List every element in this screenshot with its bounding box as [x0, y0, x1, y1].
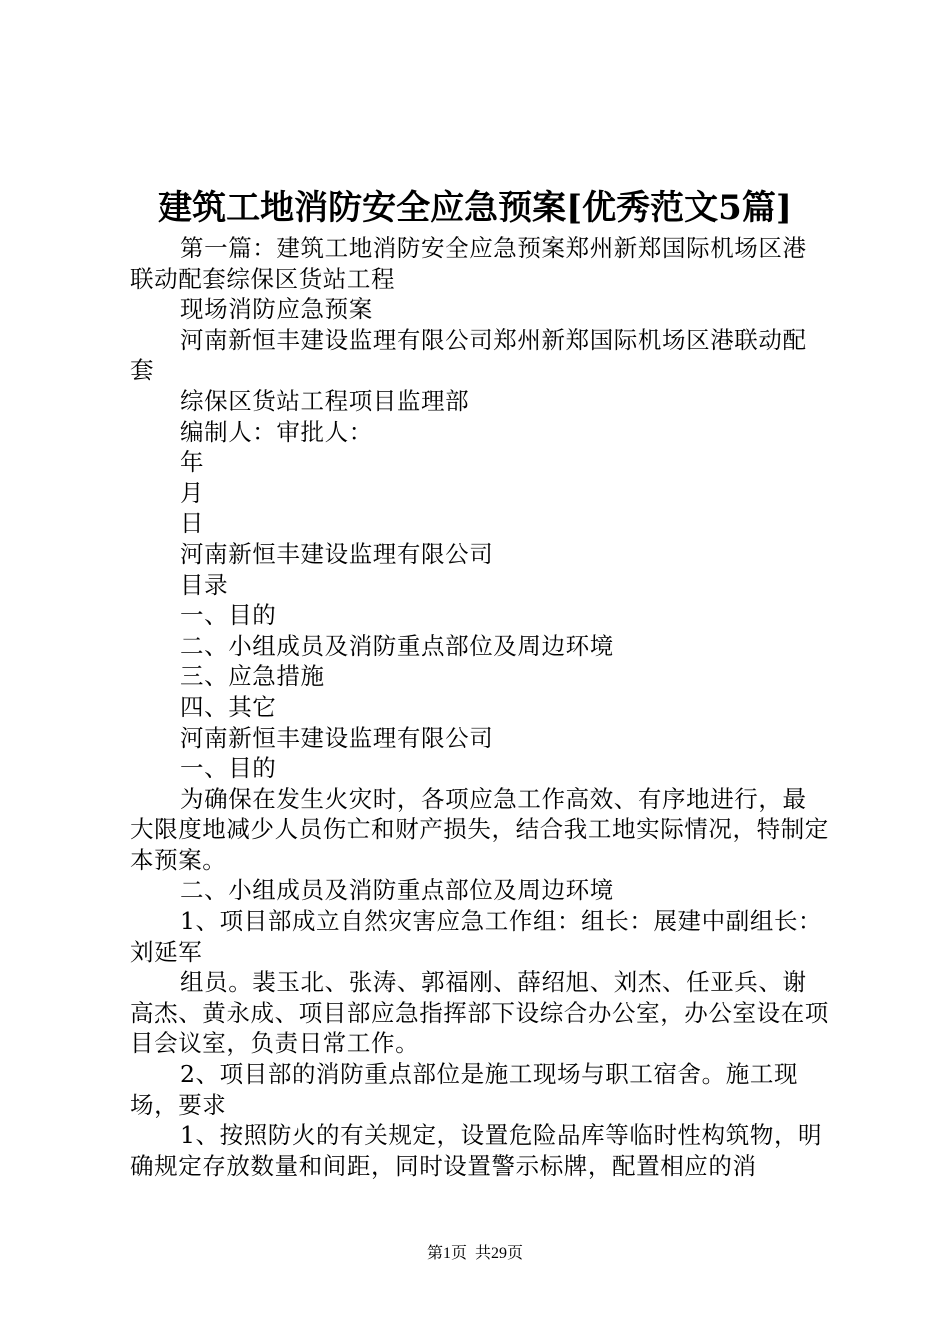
toc-item: 三、应急措施: [180, 662, 325, 691]
paragraph: 现场消防应急预案: [180, 295, 373, 324]
toc-item: 一、目的: [180, 601, 277, 630]
paragraph: 编制人：审批人：: [180, 417, 373, 446]
paragraph: 日: [180, 509, 205, 538]
section-heading: 二、小组成员及消防重点部位及周边环境: [180, 876, 614, 905]
paragraph: 2、项目部的消防重点部位是施工现场与职工宿舍。施工现场，要求: [130, 1060, 799, 1119]
paragraph: 河南新恒丰建设监理有限公司: [180, 723, 494, 752]
toc-heading: 目录: [180, 570, 229, 599]
paragraph: 年: [180, 448, 205, 477]
paragraph: 河南新恒丰建设监理有限公司郑州新郑国际机场区港联动配套: [130, 325, 807, 385]
paragraph: 第一篇：建筑工地消防安全应急预案郑州新郑国际机场区港联动配套综保区货站工程: [130, 234, 807, 293]
paragraph: 河南新恒丰建设监理有限公司: [180, 539, 494, 568]
page-number-footer: 第1页 共29页: [426, 1245, 523, 1262]
section-heading: 一、目的: [180, 754, 277, 783]
toc-item: 二、小组成员及消防重点部位及周边环境: [180, 631, 614, 660]
paragraph: 1、按照防火的有关规定，设置危险品库等临时性构筑物，明确规定存放数量和间距，同时设置警示标牌，配置相应的消: [130, 1121, 823, 1180]
paragraph: 综保区货站工程项目监理部: [180, 386, 470, 415]
paragraph: 月: [180, 478, 205, 507]
document-body: [130, 233, 830, 1181]
toc-item: 四、其它: [180, 692, 277, 721]
paragraph: 为确保在发生火灾时，各项应急工作高效、有序地进行，最大限度地减少人员伤亡和财产损失，结合我工地实际情况，特制定本预案。: [130, 784, 829, 874]
paragraph: 组员。裴玉北、张涛、郭福刚、薛绍旭、刘杰、任亚兵、谢高杰、黄永成、项目部应急指挥部下设综合办公室，办公室设在项目会议室，负责日常工作。: [130, 968, 829, 1058]
document-title: 建筑工地消防安全应急预案[优秀范文5篇]: [158, 188, 792, 228]
paragraph: 1、项目部成立自然灾害应急工作组：组长：展建中副组长：刘延军: [130, 907, 823, 966]
